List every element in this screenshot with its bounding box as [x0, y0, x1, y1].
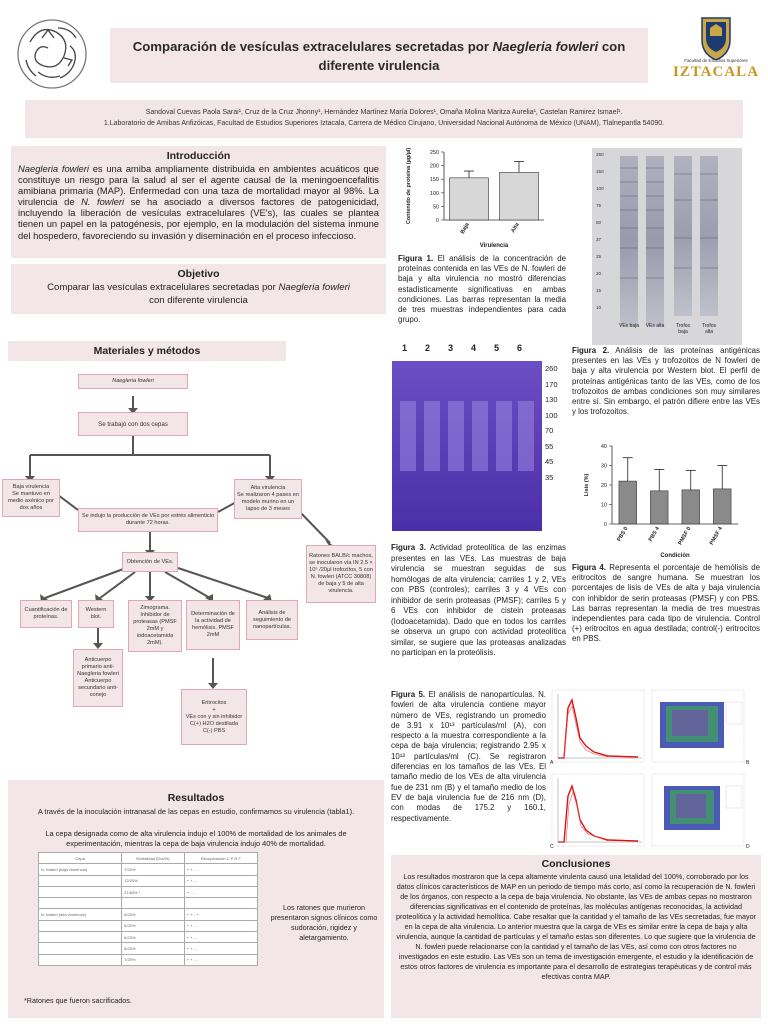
logo-subtitle: Facultad de Estudios Superiores: [684, 58, 748, 63]
unam-iztacala-logo: [670, 12, 762, 92]
figure4-bar-chart: [578, 440, 750, 560]
figure5-label-c: C: [550, 844, 554, 850]
flow-western-blot: Western blot.: [78, 600, 114, 628]
marker-label: 25: [596, 254, 602, 259]
marker-label: 10: [596, 305, 602, 310]
table-row: [39, 954, 258, 965]
marker-label: 250: [596, 152, 604, 157]
y-axis-label: Lisis (%): [584, 473, 590, 497]
table-cell: + + - +: [184, 909, 257, 920]
figure1-label: Figura 1.: [398, 254, 434, 263]
table-cell: 6/20%: [122, 943, 185, 954]
flow-zymogram: Zimograma. Inhibidor de proteasas (PMSF 2mM y iodoacetamida 2mM).: [128, 600, 182, 652]
table-cell: 7/20%: [122, 954, 185, 965]
marker-label: 50: [596, 220, 602, 225]
introduction-text: [18, 163, 379, 241]
flow-protein-quantification: Cuantificación de proteínas.: [20, 600, 72, 628]
table-cell: [39, 898, 122, 909]
y-tick-label: 150: [429, 177, 439, 184]
table-cell: [39, 886, 122, 897]
poster-title-box: [110, 28, 648, 83]
figure5-panel-d-scatter: [652, 774, 744, 846]
flow-antibodies: Anticuerpo primario anti-Naegleria fowleri Anticuerpo secundario anti-conejo: [73, 649, 123, 707]
results-paragraph-2: La cepa designada como de alta virulencia indujo el 100% de mortalidad de los animales de experimentación, mientras la cepa de baja virulencia indujo 40% de mortalidad.: [45, 829, 347, 848]
x-tick-label: Alta: [510, 222, 521, 234]
bar: [650, 491, 668, 524]
fes-iztacala-emblem: [12, 12, 94, 98]
table-cell: [39, 875, 122, 886]
table-cell: N. fowleri (baja virulencia): [39, 864, 122, 875]
unam-shield-icon: [670, 12, 762, 60]
methods-title-box: [8, 341, 286, 361]
title-text: Comparación de vesículas extracelulares secretadas por: [132, 39, 493, 54]
bar: [713, 489, 731, 524]
introduction-title: Introducción: [166, 150, 231, 162]
table-cell: + + - -: [184, 932, 257, 943]
table-cell: 21/60% *: [122, 886, 185, 897]
table-cell: [39, 932, 122, 943]
table-row: [39, 875, 258, 886]
y-tick-label: 20: [600, 483, 607, 489]
intro-species: Naegleria fowleri: [18, 163, 89, 174]
marker-label: 37: [596, 237, 602, 242]
flow-ve-obtention: Obtención de VEs.: [122, 552, 178, 572]
gel-lane-number: 4: [471, 343, 477, 353]
objective-text: [18, 282, 379, 307]
table-cell: + + - -: [184, 920, 257, 931]
table-cell: N. fowleri (alta virulencia): [39, 909, 122, 920]
gel-lane-number: 5: [494, 343, 500, 353]
marker-label: 15: [596, 288, 602, 293]
table-cell: 7/20%: [122, 864, 185, 875]
table-row: [39, 909, 258, 920]
flow-root-species: Naegleria fowleri: [78, 374, 188, 389]
table-cell: [39, 954, 122, 965]
figure5-caption: [391, 690, 546, 824]
figure5-nanoparticle-panels: [548, 688, 760, 853]
y-tick-label: 200: [429, 163, 439, 170]
figure2-lane-2: VEs alta: [645, 323, 665, 329]
y-tick-label: 250: [429, 150, 439, 156]
table-cell: 6/20%: [122, 932, 185, 943]
figure5-text: El análisis de nanopartículas. N. fowleri de alta virulencia contiene mayor número de VEs, registrando un promedio de 3.91 x 10¹³ partículas/ml (A), con respecto a la muestra correspondiente a la cepa de baja virulencia; registrando 2.95 x 10¹³ partículas/ml (C). Se registraron diferencias en los tamaños de las VEs. El tamaño medio de los VEs de alta virulencia fue de 231 nm (B) y el tamaño medio de los EV de baja virulencia fue de 216 nm (D), con modas de 175.2 y 160.1, respectivamente.: [391, 690, 546, 823]
table-cell: + - - -: [184, 886, 257, 897]
y-tick-label: 40: [600, 444, 607, 450]
objective-species: Naegleria fowleri: [278, 282, 350, 293]
figure3-label: Figura 3.: [391, 543, 427, 552]
table-row: [39, 920, 258, 931]
objective-text-a: Comparar las vesículas extracelulares secretadas por: [47, 282, 279, 293]
results-paragraph-1: A través de la inoculación intranasal de las cepas en estudio, confirmamos su virulencia (tabla1).: [37, 807, 355, 816]
objective-text-b: con diferente virulencia: [149, 294, 248, 306]
flow-low-virulence: Baja virulencia Se mantuvo en medio axénico por dos años: [2, 479, 60, 517]
figure5-panel-b-scatter: [652, 690, 744, 762]
gel-mw-label: 35: [545, 472, 554, 482]
table-row: [39, 886, 258, 897]
gel-lane-number: 2: [425, 343, 431, 353]
figure4-label: Figura 4.: [572, 563, 606, 572]
x-axis-label: Virulencia: [479, 243, 509, 249]
results-side-note: Los ratones que murieron presentaron signos clínicos como sudoración, rigidez y aletargamiento.: [270, 903, 378, 942]
marker-label: 100: [596, 186, 604, 191]
poster-title: [120, 37, 638, 75]
intro-species-short: N. fowleri: [81, 196, 125, 208]
figure1-bar-chart: [398, 146, 573, 251]
gel-lane-number: 6: [517, 343, 523, 353]
x-tick-label: PBS 4: [647, 526, 661, 543]
figure3-caption: [391, 543, 566, 659]
bar: [682, 490, 700, 524]
bar: [450, 178, 489, 220]
marker-label: 150: [596, 169, 604, 174]
table-header-cell: Cepa: [39, 853, 122, 864]
table-cell: + + - -: [184, 875, 257, 886]
bar: [500, 172, 539, 220]
table-cell: 6/20%: [122, 909, 185, 920]
x-tick-label: PMSF 4: [708, 526, 724, 547]
table-cell: [39, 943, 122, 954]
flow-mice-inoculation: Ratones BALB/c machos, se inocularon vía IN 2.5 × 10⁵ /20µl trofozítos, 5 con N. fowleri (ATCC 30808) de baja y 5 de alta virulencia.: [306, 545, 376, 603]
marker-label: 20: [596, 271, 602, 276]
figure2-caption: [572, 346, 760, 417]
figure5-panel-c-histogram: [552, 774, 644, 846]
gel-mw-label: 55: [545, 441, 554, 451]
table-header-cell: Recuperación C P R F: [184, 853, 257, 864]
table-cell: 12/20%: [122, 875, 185, 886]
gel-lane-number: 1: [402, 343, 408, 353]
flow-erythrocytes: Eritrocitos + VEs con y sin inhibidor C(+) H2O destilada C(-) PBS: [181, 689, 247, 745]
gel-mw-label: 260: [545, 364, 558, 373]
figure2-lane-1: VEs baja: [618, 323, 639, 329]
flow-hemolysis: Determinación de la actividad de hemólisis. PMSF 2mM: [186, 600, 240, 650]
figure4-caption: [572, 563, 760, 645]
table-row: [39, 943, 258, 954]
figure3-mw-markers: [545, 364, 567, 494]
results-footnote: *Ratones que fueron sacrificados.: [24, 996, 132, 1005]
gel-mw-label: 100: [545, 410, 558, 420]
figure5-panel-a-histogram: [552, 690, 644, 762]
title-text-end: con diferente virulencia: [318, 39, 626, 73]
gel-mw-label: 45: [545, 457, 554, 466]
y-tick-label: 30: [600, 463, 607, 470]
y-tick-label: 0: [435, 218, 439, 224]
figure5-label: Figura 5.: [391, 690, 426, 699]
figure3-text: Actividad proteolítica de las enzimas presentes en las VEs. Las muestras de baja virulencia se muestran seguidas de sus homólogas de alta virulencia; carriles 1 y 2, VEs con PBS (controles); carriles 3 y 4 VEs con inhibidor de serin proteasas (PMSF); carriles 5 y 6 VEs con inhibidor de cistein proteasas (Iodoacetamida). Dado que en todos los carriles se observa un grupo con actividad proteolítica similar, se sugiere que las proteasas analizadas no participan en la proteólisis.: [391, 543, 567, 657]
intro-text-a: es una amiba ampliamente distribuida en ambientes acuáticos que constituye un riesgo para la salud al ser el agente causal de la meningoencefalitis amibiana primaria (MAP). Enfermedad con una taza de mortalidad mayor al 98%. La virulencia de: [18, 163, 380, 208]
objective-section: [11, 264, 386, 314]
figure3-lane-numbers: [402, 343, 552, 357]
table-header-cell: Mortalidad (Día/%): [122, 853, 185, 864]
flow-nanoparticle-analysis: Análisis de seguimiento de nanopartículas.: [246, 600, 298, 640]
figure2-lane-3: Trofos baja: [676, 323, 690, 335]
x-tick-label: PMSF 0: [677, 526, 693, 547]
conclusions-title: Conclusiones: [541, 858, 611, 870]
table-cell: 6/20%: [122, 920, 185, 931]
table-row: [39, 864, 258, 875]
results-mortality-table: [38, 852, 258, 966]
marker-label: 75: [596, 203, 602, 208]
conclusions-text: Los resultados mostraron que la cepa altamente virulenta causó una letalidad del 100%, corroborado por los datos clínicos característicos de MAP en un periodo de tiempo más corto, así como la recuperación de N. fowleri de los órganos, con respecto a la cepa de baja virulencia. No obstante, las VEs de ambas cepas no mostraron diferencias significativas en el contenido de proteínas, las moléculas antígenas reconocidas, la actividad proteolítica y la actividad hemolítica. Cabe resaltar que la cantidad y el tamaño de las VEs secretadas, fue mayor en la cepa de alta virulencia. Lo anterior muestra que la carga de VEs es similar entre la cepa de baja y alta virulencia, aunque la cantidad de partículas y el tamaño estas son diferentes. Lo que sugiere que la virulencia de N. fowleri puede relacionarse con la cantidad y el tamaño de las VEs, así como con otros factores no investigados en este estudio. Las VEs son un tema de investigación emergente, el estudio y la identificación de estos otros factores de virulencia es importante para el desarrollo de estrategias terapéuticas y de control más efectivas contra MAP.: [396, 872, 756, 981]
conclusions-section: [391, 855, 761, 1018]
flow-two-strains: Se trabajó con dos cepas: [78, 412, 188, 436]
x-tick-label: Baja: [459, 222, 471, 236]
table-cell: + + - -: [184, 864, 257, 875]
figure2-western-blot: [592, 148, 742, 345]
x-tick-label: PBS 0: [616, 526, 630, 543]
figure2-text: Análisis de las proteínas antigénicas presentes en las VEs y trofozoitos de N fowleri de baja y alta virulencia por Western blot. El perfil de proteínas antigénicas tanto de las VEs, como de los trofozoitos de ambas condiciones son muy similares entre sí. Sin embargo, el patrón difiere entre las VEs y los trofozoitos.: [572, 346, 760, 417]
title-species: Naegleria fowleri: [492, 39, 599, 54]
y-tick-label: 50: [432, 204, 439, 211]
bar: [619, 481, 637, 524]
x-axis-label: Condición: [660, 553, 690, 559]
table-row: [39, 932, 258, 943]
intro-text-b: se ha asociado a diversos factores de patogenicidad, incluyendo la liberación de vesículas extracelulares (VE's), las cuales se plantea tienen un papel en la patogénesis, por ejemplo, en la modulación del sistema inmune del hospedero, favoreciendo su invasión y diseminación en el proceso infeccioso.: [18, 196, 379, 241]
flow-high-virulence: Alta virulencia Se realizaron 4 pases en modelo murino en un lapso de 3 meses: [234, 479, 302, 519]
y-tick-label: 10: [600, 502, 607, 509]
methods-title: Materiales y métodos: [93, 345, 201, 357]
figure5-label-b: B: [746, 760, 750, 766]
gel-mw-label: 130: [545, 395, 558, 404]
table-cell: [122, 898, 185, 909]
y-axis-label: Contenido de proteína (µg/µl): [406, 147, 412, 225]
flow-ve-production: Se indujo la producción de VEs por estrés alimenticio durante 72 horas.: [78, 508, 218, 532]
results-title: Resultados: [167, 792, 225, 804]
table-row: [39, 898, 258, 909]
authors-box: [25, 100, 743, 138]
objective-title: Objetivo: [177, 268, 220, 280]
gel-lane-number: 3: [448, 343, 454, 353]
table-cell: + + - -: [184, 954, 257, 965]
figure1-caption: [398, 254, 566, 325]
results-section: [8, 780, 384, 1018]
figure5-label-d: D: [746, 844, 750, 850]
gel-mw-label: 170: [545, 379, 558, 389]
table-cell: + + - -: [184, 943, 257, 954]
table-cell: [39, 920, 122, 931]
figure3-zymogram-gel: [392, 361, 542, 531]
y-tick-label: 0: [603, 522, 607, 528]
figure4-text: Representa el porcentaje de hemólisis de eritrocitos de sangre humana. Se muestran los porcentajes de lisis de VEs de alta y baja virulencia con inhibidor de serin proteasas (PMSF) y con PBS. Las barras representan la media de tres muestras independientes para cada tipo de virulencia. Control (+) eritrocitos en agua destilada; control(-) eritrocitos en PBS.: [572, 563, 760, 644]
authors-names: Sandoval Cuevas Paola Sarai¹, Cruz de la Cruz Jhonny¹, Hernández Martínez María Dolores¹, Omaña Molina Maritza Aurelia¹, Castelan Ramirez Ismael¹.: [145, 109, 623, 116]
figure1-text: El análisis de la concentración de proteínas contenida en las VEs de N. fowleri de baja y alta virulencia no mostró diferencias estadísticamente significativas en ambas condiciones. Las barras representan la media de tres muestras independientes para cada grupo.: [398, 254, 567, 325]
figure2-label: Figura 2.: [572, 346, 610, 355]
introduction-section: [11, 146, 386, 258]
authors-affiliation: 1.Laboratorio de Amibas Anfizóicas, Facultad de Estudios Superiores Iztacala, Carrera de Médico Cirujano, Universidad Nacional Autónoma de México (UNAM), Tlalnepantla 54090.: [103, 120, 665, 127]
logo-name: IZTACALA: [672, 64, 760, 80]
figure5-label-a: A: [550, 760, 554, 766]
figure2-marker-ladder: [596, 152, 616, 332]
table-cell: [184, 898, 257, 909]
y-tick-label: 100: [429, 190, 439, 197]
gel-mw-label: 70: [545, 426, 554, 435]
figure2-lane-4: Trofos alta: [702, 323, 716, 335]
